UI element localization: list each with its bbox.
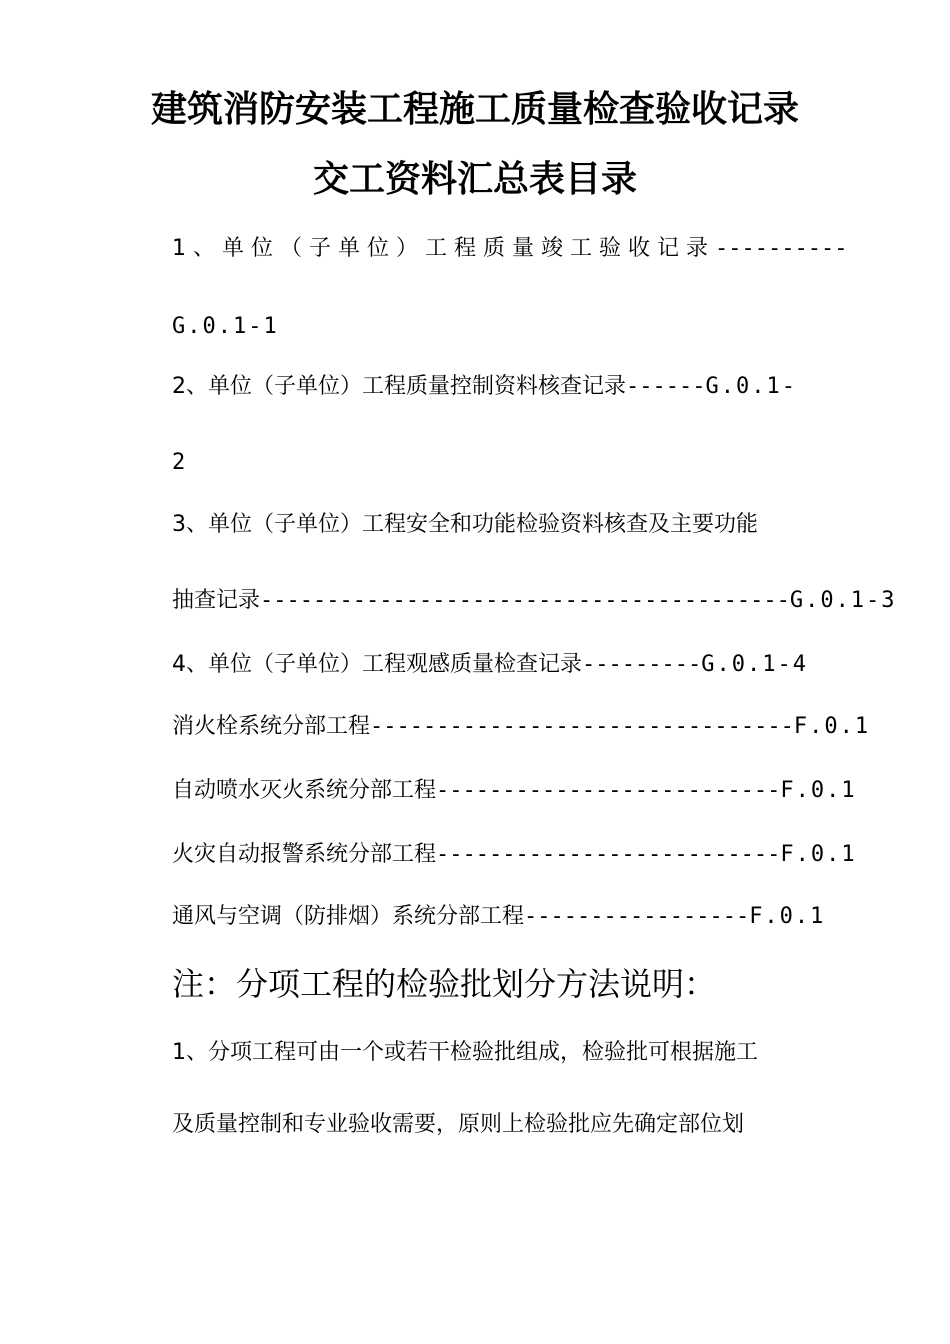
toc-sub-1-label: 消火栓系统分部工程 <box>172 714 371 739</box>
toc-sub-4 <box>172 902 826 932</box>
toc-item-3 <box>172 586 897 616</box>
toc-item-2-code-continuation: 2 <box>172 450 186 475</box>
toc-item-1 <box>172 234 848 264</box>
toc-item-2-label: 2、单位（子单位）工程质量控制资料核查记录 <box>172 374 626 399</box>
toc-item-1-dashes: ---------- <box>715 236 848 261</box>
toc-sub-4-code: F.0.1 <box>749 904 826 929</box>
toc-item-3-code: G.0.1-3 <box>789 588 897 613</box>
toc-sub-3-dashes: -------------------------- <box>436 842 781 867</box>
toc-sub-2-dashes: -------------------------- <box>436 778 781 803</box>
toc-sub-3-label: 火灾自动报警系统分部工程 <box>172 842 437 867</box>
document-title-line2: 交工资料汇总表目录 <box>312 159 637 200</box>
toc-sub-1-code: F.0.1 <box>793 714 871 739</box>
toc-item-3-label-line1: 3、单位（子单位）工程安全和功能检验资料核查及主要功能 <box>172 512 758 537</box>
toc-item-3-dashes: ---------------------------------------- <box>260 588 790 613</box>
toc-item-2-dashes: ------ <box>626 374 706 399</box>
toc-sub-1 <box>172 712 871 742</box>
toc-item-1-code: G.0.1-1 <box>172 314 279 339</box>
toc-sub-3-code: F.0.1 <box>780 842 857 867</box>
toc-item-4-label: 4、单位（子单位）工程观感质量检查记录 <box>172 652 582 677</box>
document-title-line1: 建筑消防安装工程施工质量检查验收记录 <box>150 89 799 130</box>
toc-item-2-code: G.0.1- <box>705 374 797 399</box>
note-paragraph-1-line1: 1、分项工程可由一个或若干检验批组成，检验批可根据施工 <box>172 1040 758 1065</box>
toc-sub-3 <box>172 840 857 870</box>
toc-sub-2-code: F.0.1 <box>780 778 857 803</box>
toc-sub-2-label: 自动喷水灭火系统分部工程 <box>172 778 437 803</box>
toc-sub-4-label: 通风与空调（防排烟）系统分部工程 <box>172 904 525 929</box>
note-heading: 注：分项工程的检验批划分方法说明： <box>172 965 717 1003</box>
toc-sub-4-dashes: ----------------- <box>524 904 750 929</box>
toc-item-4-code: G.0.1-4 <box>701 652 808 677</box>
toc-item-2 <box>172 372 808 402</box>
toc-item-3-label-line2: 抽查记录 <box>172 588 261 613</box>
toc-item-4-dashes: --------- <box>582 652 702 677</box>
toc-sub-1-dashes: -------------------------------- <box>370 714 794 739</box>
toc-sub-2 <box>172 776 857 806</box>
toc-item-4 <box>172 650 808 680</box>
note-paragraph-1-line2: 及质量控制和专业验收需要，原则上检验批应先确定部位划 <box>172 1112 745 1137</box>
toc-item-1-label: 1、单位（子单位）工程质量竣工验收记录 <box>172 236 715 261</box>
